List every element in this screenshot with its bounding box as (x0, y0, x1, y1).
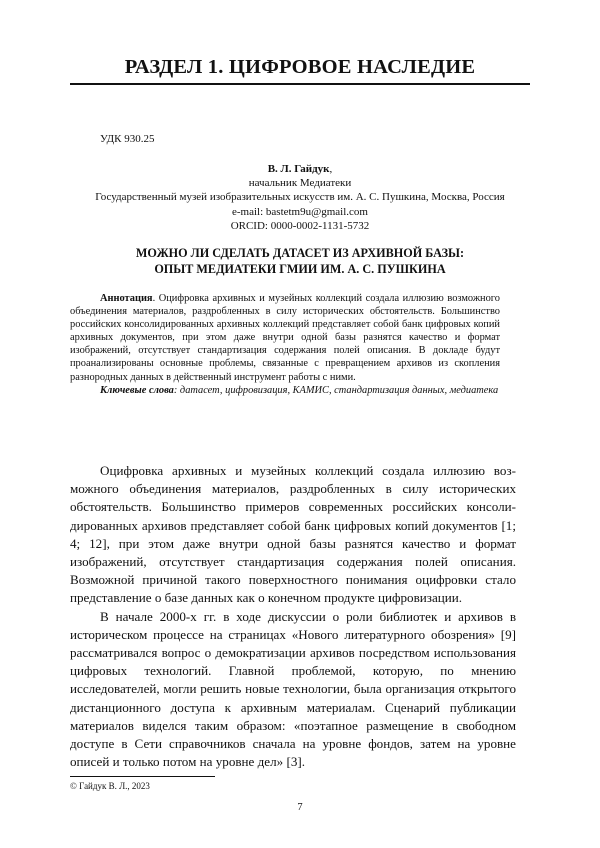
article-title-line2: ОПЫТ МЕДИАТЕКИ ГМИИ ИМ. А. С. ПУШКИНА (154, 262, 446, 276)
section-title-rule (70, 83, 530, 85)
footnote-rule (70, 776, 215, 777)
body-paragraph-2: В начале 2000-х гг. в ходе дискуссии о роли библиотек и архивов в историческом процессе на страницах «Нового литературного обозрения» [9] рассматривался вопрос о демократизации архивов посредством использования цифровых технологий. Главной проблемой, которую, по мнению исследователей, могли решить новые технологии, была организация открытого дистанционного доступа к архивным материалам. Сценарий публикации материалов виделся таким образом: «поэтапное размещение в свободном доступе в Сети справочников сначала на уровне фондов, затем на уровне описей и только потом на уровне дел» [3]. (70, 608, 516, 770)
author-affiliation: Государственный музей изобразительных искусств им. А. С. Пушкина, Москва, Россия (95, 191, 505, 204)
article-title-line1: МОЖНО ЛИ СДЕЛАТЬ ДАТАСЕТ ИЗ АРХИВНОЙ БАЗЫ: (135, 246, 465, 260)
author-name-line (70, 162, 530, 176)
article-title (70, 245, 530, 277)
abstract-block (70, 292, 500, 397)
section-title: РАЗДЕЛ 1. ЦИФРОВОЕ НАСЛЕДИЕ (124, 56, 476, 78)
keywords-paragraph (70, 384, 500, 397)
author-name: В. Л. Гайдук (267, 163, 330, 175)
author-orcid: ORCID: 0000-0002-1131-5732 (230, 219, 370, 232)
body-paragraph-1: Оцифровка архивных и музейных коллекций создала иллюзию возможного объединения материалов, раздробленных в силу исторических обстоятельств. Большинство примеров современных российских консолидированных архивов представляет собой банк цифровых копий документов [1; 4; 12], при этом даже внутри одной базы разнятся качество и формат изображений, отсутствует стандартизация содержания полей описания. Возможной причиной такого поверхностного понимания оцифровки стало представление о базе данных как о конечном продукте цифровизации. (70, 463, 516, 606)
abstract-text: . Оцифровка архивных и музейных коллекций создала иллюзию возможного объединения материалов, раздробленных в силу исторических обстоятельств. Большинство российских консолидированных архивных коллекций представляет собой банк цифровых копий архивных документов, при этом даже внутри одной базы разнятся качество и формат изображений, отсутствует стандартизация содержания полей описания. В докладе будут проанализированы основные проблемы, связанные с превращением архивов из скопления разнородных данных в действенный инструмент работы с ними. (70, 293, 500, 383)
body-text (70, 462, 516, 771)
abstract-paragraph (70, 292, 500, 384)
udk-code: УДК 930.25 (100, 133, 155, 145)
footnote-copyright: © Гайдук В. Л., 2023 (70, 781, 150, 791)
author-name-suffix: , (329, 163, 333, 175)
keywords-text: : датасет, цифровизация, КАМИС, стандартизация данных, медиатека (173, 384, 499, 396)
author-block (70, 162, 530, 233)
page-number: 7 (297, 802, 303, 813)
abstract-label: Аннотация (100, 293, 153, 304)
author-email: e-mail: bastetm9u@gmail.com (232, 205, 368, 218)
keywords-label: Ключевые слова (100, 384, 174, 396)
author-position: начальник Медиатеки (248, 177, 352, 190)
